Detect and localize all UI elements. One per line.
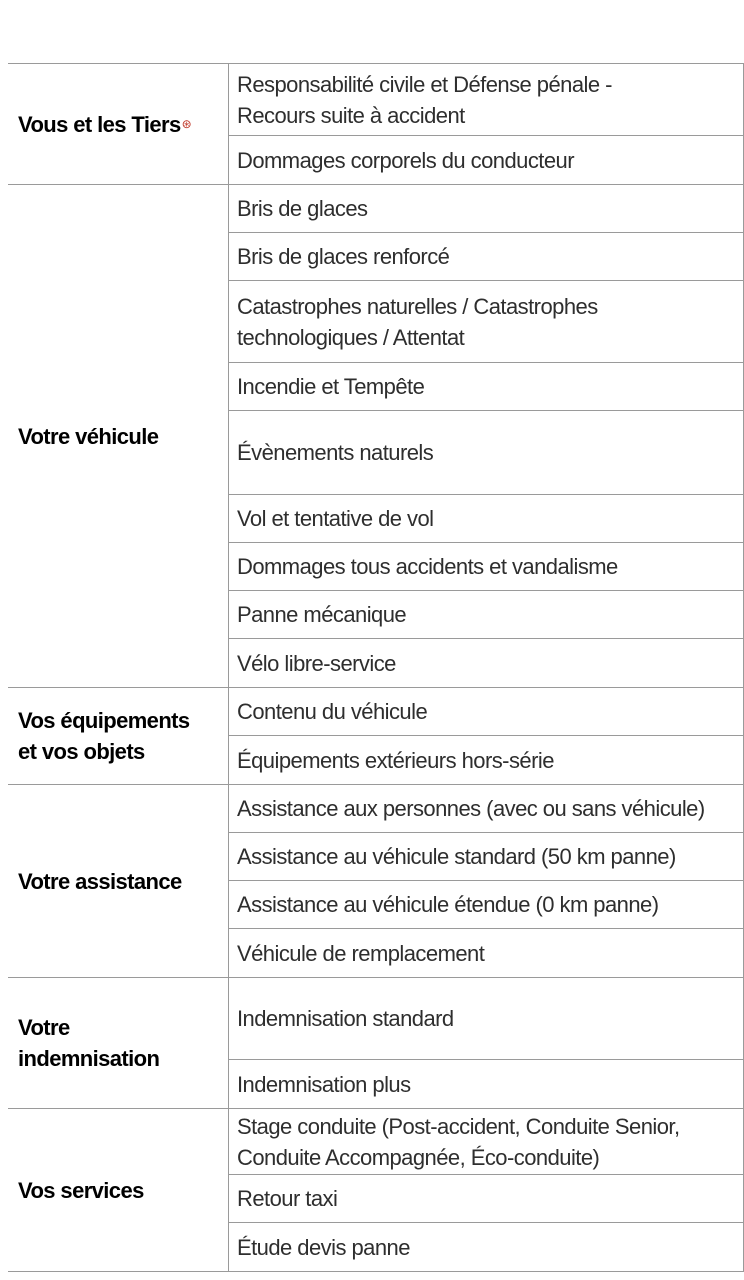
coverage-item: Indemnisation standard xyxy=(229,978,743,1060)
coverage-item: Incendie et Tempête xyxy=(229,363,743,411)
coverage-item: Responsabilité civile et Défense pénale - Recours suite à accident xyxy=(229,64,743,136)
coverage-item: Contenu du véhicule xyxy=(229,688,743,736)
coverage-group xyxy=(8,64,744,185)
coverage-items xyxy=(228,978,744,1108)
coverage-item: Véhicule de remplacement xyxy=(237,940,485,966)
coverage-item: Vélo libre-service xyxy=(237,650,396,676)
coverage-item: Dommages tous accidents et vandalisme xyxy=(229,543,743,591)
coverage-item: Assistance aux personnes (avec ou sans véhicule) xyxy=(229,785,743,833)
coverage-item: Évènements naturels xyxy=(229,411,743,495)
coverage-item: Catastrophes naturelles / Catastrophes technologiques / Attentat xyxy=(229,281,743,363)
coverage-group xyxy=(8,1109,744,1272)
category-text: Vous et les Tiers xyxy=(18,111,181,137)
category-label xyxy=(8,64,228,184)
category-label xyxy=(8,185,228,687)
category-label xyxy=(8,1109,228,1271)
category-text: Votre véhicule xyxy=(18,423,159,449)
category-label xyxy=(8,785,228,977)
category-text: Vos équipements et vos objets xyxy=(18,708,190,764)
coverage-item: Bris de glaces xyxy=(229,185,743,233)
coverage-item: Stage conduite (Post-accident, Conduite Senior, Conduite Accompagnée, Éco-conduite) xyxy=(229,1109,743,1175)
coverage-item: Dommages corporels du conducteur xyxy=(237,147,575,173)
coverage-items xyxy=(228,688,744,784)
category-text: Votre assistance xyxy=(18,868,182,894)
category-label xyxy=(8,978,228,1108)
coverage-group xyxy=(8,185,744,688)
coverage-item: Bris de glaces renforcé xyxy=(229,233,743,281)
category-text: Votre indemnisation xyxy=(18,1015,160,1071)
coverage-group xyxy=(8,785,744,978)
coverage-item: Étude devis panne xyxy=(237,1234,410,1260)
coverage-group xyxy=(8,688,744,785)
category-label xyxy=(8,688,228,784)
coverage-group xyxy=(8,978,744,1109)
coverage-item: Panne mécanique xyxy=(229,591,743,639)
coverage-item: Indemnisation plus xyxy=(237,1071,411,1097)
asterisk-icon: ⊛ xyxy=(181,116,192,131)
coverage-item: Assistance au véhicule standard (50 km panne) xyxy=(229,833,743,881)
coverage-table xyxy=(8,63,744,1272)
category-text: Vos services xyxy=(18,1177,144,1203)
coverage-item: Assistance au véhicule étendue (0 km panne) xyxy=(229,881,743,929)
coverage-items xyxy=(228,785,744,977)
coverage-items xyxy=(228,64,744,184)
coverage-items xyxy=(228,1109,744,1271)
coverage-item: Retour taxi xyxy=(229,1175,743,1223)
coverage-item: Équipements extérieurs hors-série xyxy=(237,747,554,773)
coverage-items xyxy=(228,185,744,687)
coverage-item: Vol et tentative de vol xyxy=(229,495,743,543)
